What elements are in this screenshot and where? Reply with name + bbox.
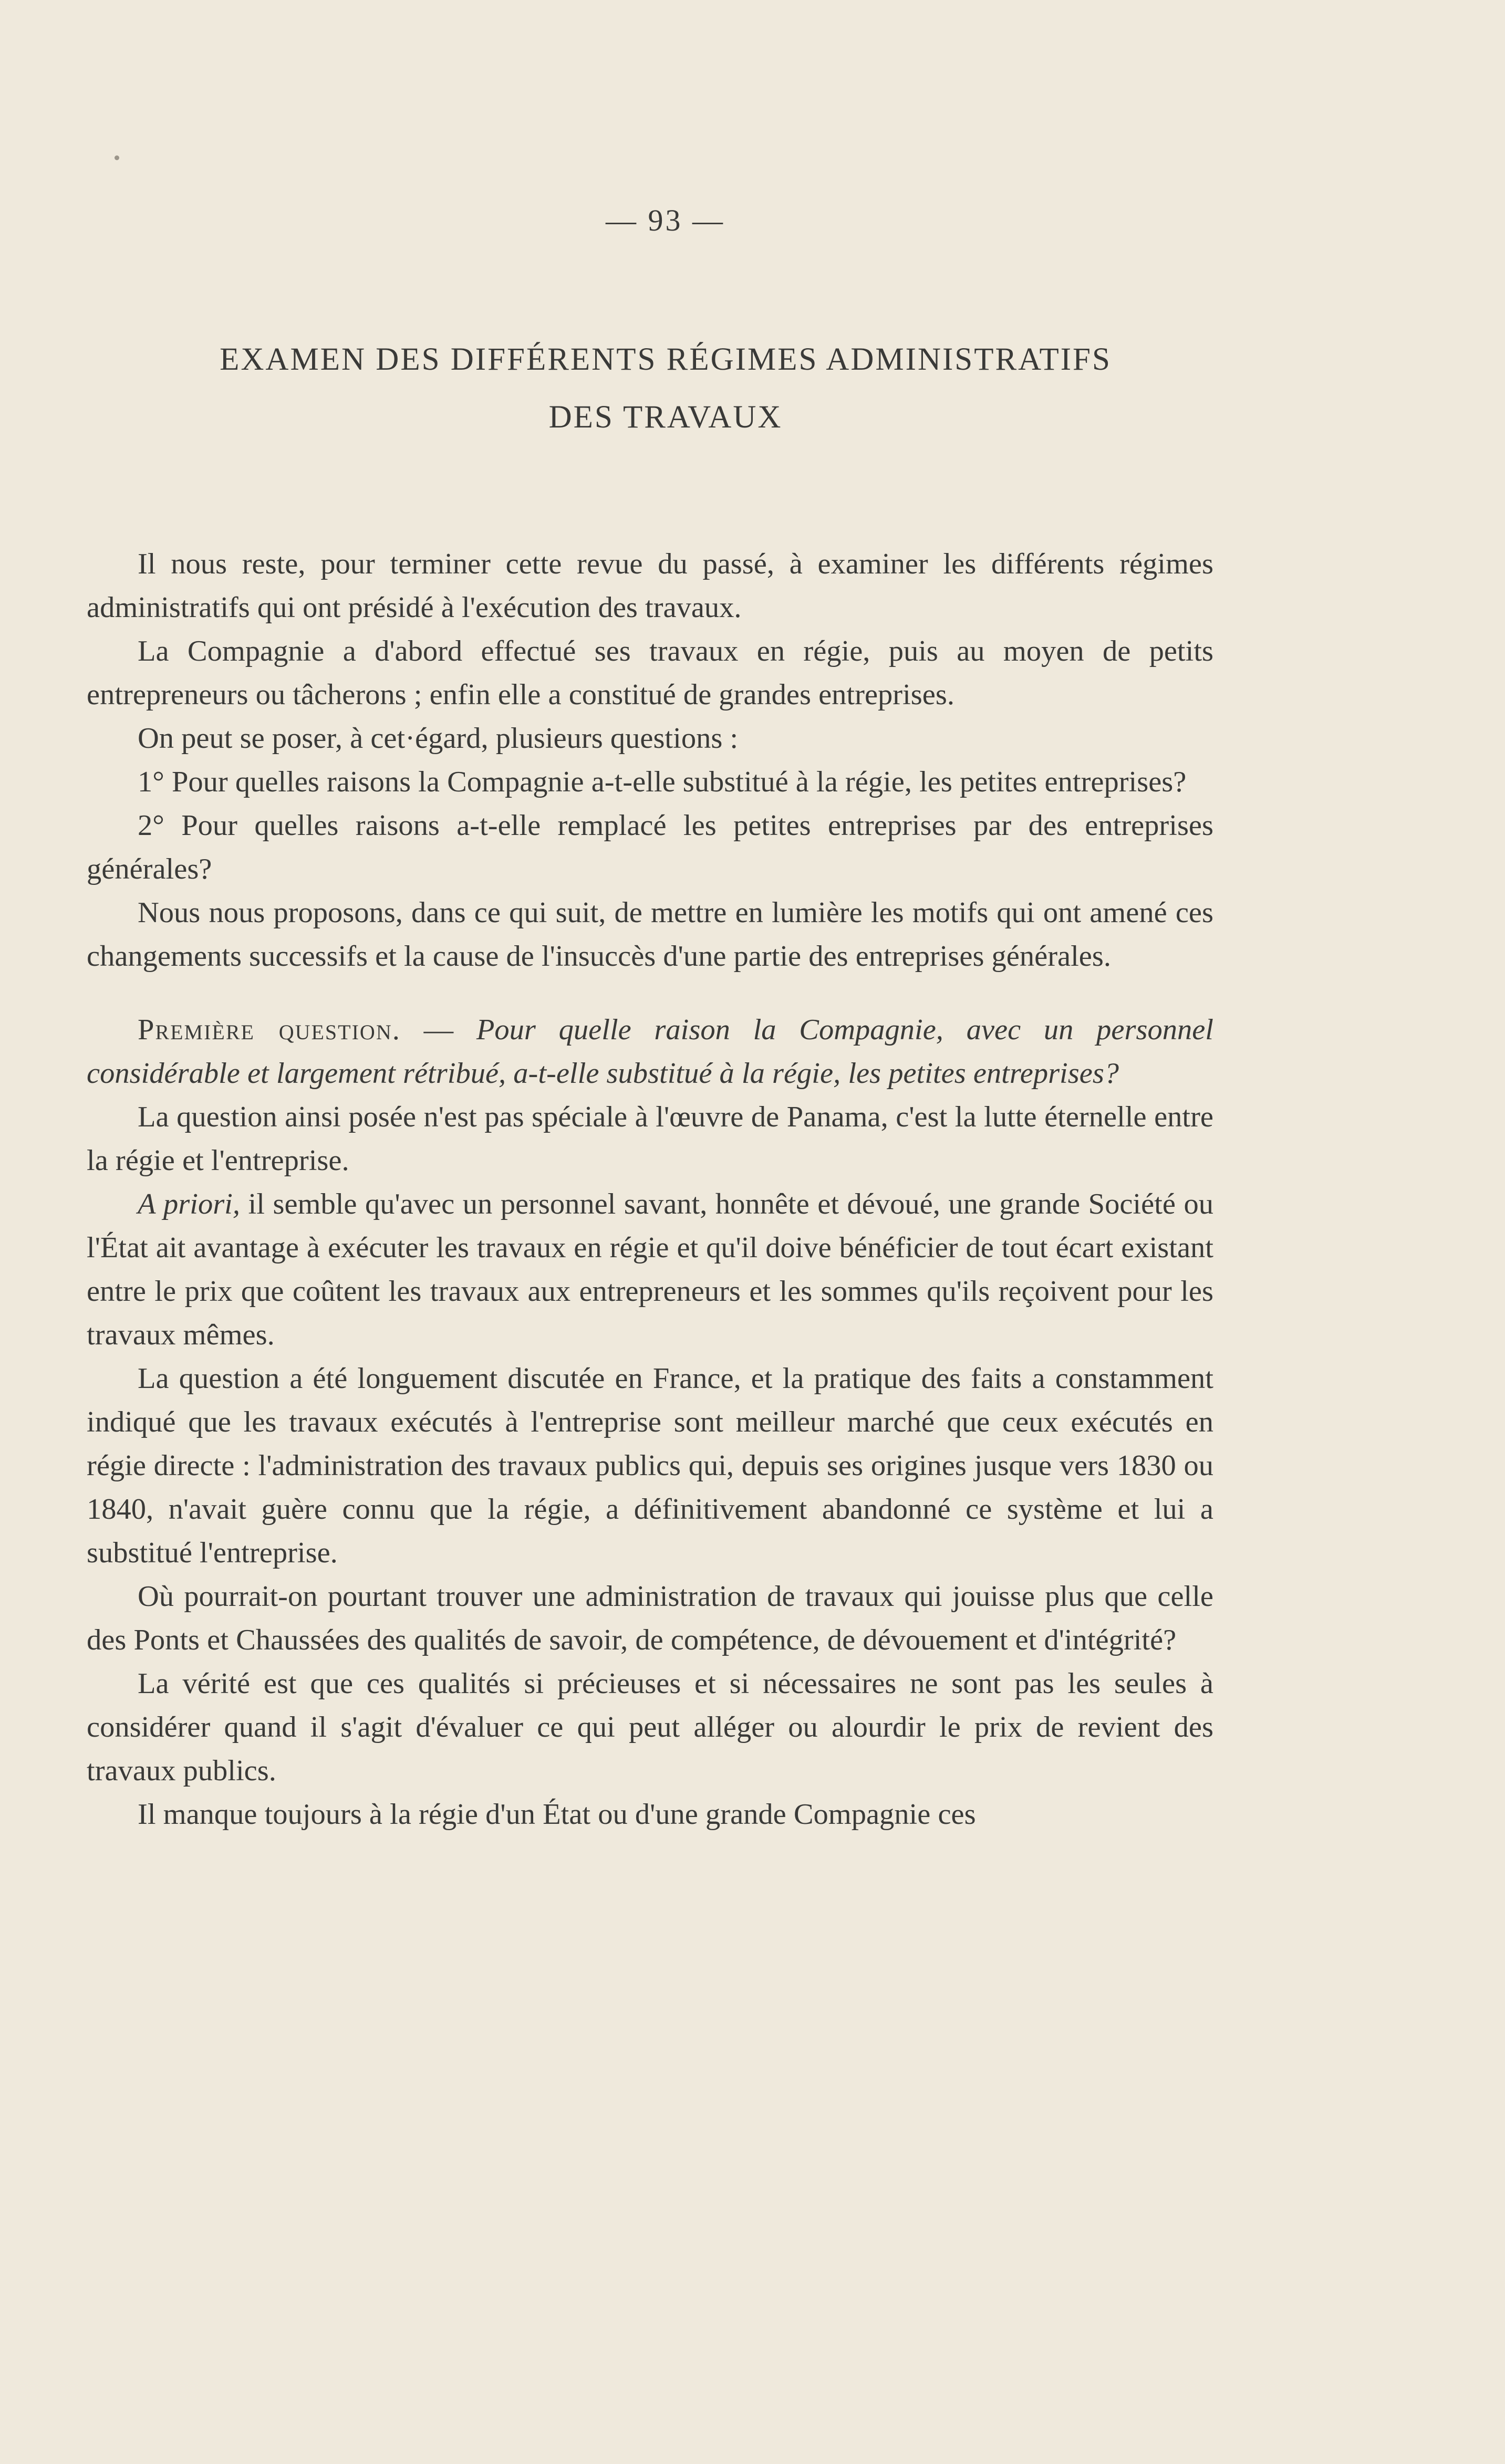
paragraph: Il nous reste, pour terminer cette revue du passé, à examiner les différents régimes administratifs qui ont présidé à l'exécution des travaux. <box>87 548 1213 624</box>
paragraph: 2° Pour quelles raisons a-t-elle remplacé les petites entreprises par des entreprises générales? <box>87 809 1213 885</box>
paragraph: Où pourrait-on pourtant trouver une administration de travaux qui jouisse plus que celle des Ponts et Chaussées des qualités de savoir, de compétence, de dévouement et d'intégrité? <box>87 1580 1213 1656</box>
a-priori-phrase: A priori, <box>138 1188 241 1220</box>
question-label: Première question. <box>138 1014 401 1046</box>
question-dash: — <box>400 1014 476 1046</box>
page-number: — 93 — <box>606 203 725 237</box>
question-text: Pour quelle raison la Compagnie, avec un personnel considérable et largement rétribué, a-t-elle substitué à la régie, les petites entreprises? <box>87 1014 1214 1090</box>
paragraph: La vérité est que ces qualités si précieuses et si nécessaires ne sont pas les seules à considérer quand il s'agit d'évaluer ce qui peut alléger ou alourdir le prix de revient des travaux publics. <box>87 1667 1213 1787</box>
a-priori-text: il semble qu'avec un personnel savant, honnête et dévoué, une grande Société ou l'État ait avantage à exécuter les travaux en régie et qu'il doive bénéficier de tout écart existant entre le prix que coûtent les travaux aux entrepreneurs et les sommes qu'ils reçoivent pour les travaux mêmes. <box>87 1188 1213 1351</box>
paragraph: La Compagnie a d'abord effectué ses travaux en régie, puis au moyen de petits entrepreneurs ou tâcherons ; enfin elle a constitué de grandes entreprises. <box>87 635 1213 711</box>
paragraph: 1° Pour quelles raisons la Compagnie a-t-elle substitué à la régie, les petites entreprises? <box>138 766 1187 798</box>
paragraph: La question a été longuement discutée en France, et la pratique des faits a constamment indiqué que les travaux exécutés à l'entreprise sont meilleur marché que ceux exécutés en régie directe : l'administration des travaux publics qui, depuis ses origines jusque vers 1830 ou 1840, n'avait guère connu que la régie, a définitivement abandonné ce système et lui a substitué l'entreprise. <box>87 1362 1213 1569</box>
paragraph <box>87 1183 1213 1357</box>
paragraph: La question ainsi posée n'est pas spéciale à l'œuvre de Panama, c'est la lutte éternelle entre la régie et l'entreprise. <box>87 1101 1213 1177</box>
paragraph: On peut se poser, à cet·égard, plusieurs questions : <box>138 722 739 755</box>
question-heading <box>87 1008 1213 1095</box>
paper-speck <box>115 155 119 160</box>
section-title-line-1: EXAMEN DES DIFFÉRENTS RÉGIMES ADMINISTRATIFS <box>220 342 1112 377</box>
paragraph: Il manque toujours à la régie d'un État ou d'une grande Compagnie ces <box>138 1798 976 1831</box>
paragraph: Nous nous proposons, dans ce qui suit, de mettre en lumière les motifs qui ont amené ces changements successifs et la cause de l'insuccès d'une partie des entreprises générales. <box>87 896 1213 973</box>
body-text <box>87 542 1213 1836</box>
section-title-line-2: DES TRAVAUX <box>548 400 783 435</box>
